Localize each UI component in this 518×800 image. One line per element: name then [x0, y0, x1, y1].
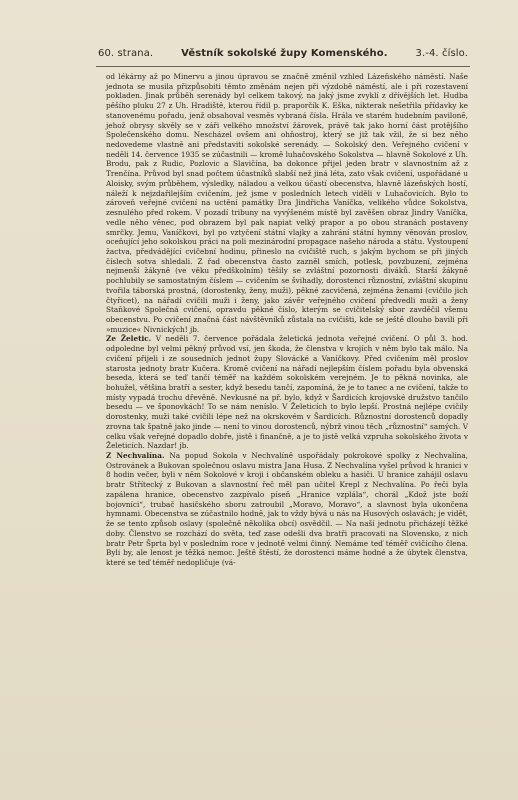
paragraph-text: od lékárny až po Minervu a jinou úpravou se značně změnil vzhled Lázeňského náměstí. Naše jednota se musila přizpůsobiti těmto změnám nejen při výzdobě náměstí, ale i při rozestavení pokladen. Jinak průběh serenády byl celkem takový, na jaký jsme zvyklí z dřívějších let. Hudba pěšího pluku 27 z Uh. Hradiště, kterou řídil p. praporčík K. Eška, nikterak nešetřila přídavky ke stanovenému pořadu, jenž obsahoval vesměs vybraná čísla. Hrála ve starém hudebním pavilonĕ, jehož obrysy skvěly se v záři velkého množství žárovek, právě tak jako horní část protějšího Společenského domu. Nescházel ovšem ani ohňostroj, který se již tak vžil, že si bez něho nedovedeme vlastně ani představiti sokolské serenády. — Sokolský den. Veřejného cvičení v neděli 14. července 1935 se zúčastnili — kromě luhačovského Sokolstva — hlavně Sokolové z Uh. Brodu, pak z Rudic, Pozlovic a Slavičína, ba dokonce přijel jeden bratr v slavnostním až z Trenčína. Průvod byl snad počtem účastníků slabší než jiná léta, zato však cvičení, uspořádané u Aloisky, svým průběhem, výsledky, náladou a velkou účastí obecenstva, hlavně lázeňských hostí, náleží k nejzdařilejším cvičením, jež jsme v posledních letech viděli v Luhačovicích. Bylo to zároveň veřejné cvičení na uctění památky Dra Jindřicha Vaníčka, velikého vůdce Sokolstva, zesnulého před rokem. V pozadí tribuny na vyvýšeném místě byl zavěšen obraz Jindry Vaníčka, vedle něho věnec, pod obrazem byl pak napiat velký prapor a po obou stranách postaveny smrčky. Jemu, Vaníčkovi, byl po vztyčení státní vlajky a zahrání státní hymny věnován proslov, oceňující jeho sokolskou práci na poli mezinárodní propagace našeho národa a státu. Vystoupení žactva, předvádějící cvičební hodinu, přineslo na cvičiště ruch, s jakým bychom se při jiných číslech sotva shledali. Z řad obecenstva často zazněl smích, potlesk, povzbuzení, zejména nejmenší žákyně (ve věku předškolním) těšily se zvláštní pozornosti diváků. Starší žákyně pochlubily se samostatným číslem — cvičením se švihadly, dorostenci různostní, zvláštní skupinu tvořila táborská prostná, (dorostenky, ženy, muži), pěkné zacvičená, zejména ženami (cvičilo jich čtyřicet), na nářadí cvičili muži i ženy, jako závěr veřejného cvičení předvedli muži a ženy Staňkové Společná cvičení, opravdu pěkné číslo, kterým se cvičitelský sbor zavděčil všemu obecenstvu. Po cvičení značná část návštěvníků zůstala na cvičišti, kde se ještě dlouho bavili při »muzice« Nivnických! jb. — [106, 72, 468, 334]
page-header — [98, 48, 468, 64]
paragraph-zeletice — [106, 334, 468, 451]
page-number: 60. strana. — [98, 48, 154, 59]
section-heading: Ze Želetic. — [106, 334, 152, 344]
issue-number: 3.-4. číslo. — [415, 48, 468, 59]
paragraph-nechvalin — [106, 451, 468, 568]
paragraph-text: Na popud Sokola v Nechvalíně uspořádaly pokrokové spolky z Nechvalína, Ostrovánek a Bukovan společnou oslavu mistra Jana Husa. Z Nechvalína vyšel průvod k hranici v 8 hodin večer, byli v něm Sokolové v kroji i občanském obleku a hasiči. U hranice zahájil oslavu bratr Střítecký z Bukovan a slavnostní řeč měl pan učitel Krepl z Nechvalína. Po řeči byla zapálena hranice, obecenstvo zazpívalo píseň „Hranice vzplála“, chorál „Kdož jste boží bojovníci“, trubač hasičského sboru zatroubil „Moravo, Moravo“, a slavnost byla ukončena hymnami. Obecenstva se zúčastnilo hodně, jak to vždy bývá u nás na Husových oslavách; je vidět, že se tento způsob oslavy (společně několika obcí) osvědčil. — Na naší jednotu přicházejí těžké doby. Členstvo se rozchází do světa, teď zase odešli dva bratři pracovati na Slovensko, z nich bratr Petr Šprta byl v posledním roce v jednotě velmi činný. Nemáme teď téměř cvičícího člena. Byli by, ale lenost je těžká nemoc. Ještě štěstí, že dorostenci máme hodné a že úbytek členstva, které se teď téměř nedopličuje (vá- — [106, 451, 468, 567]
paragraph-luhacovice — [106, 72, 468, 334]
section-heading: Z Nechvalína. — [106, 451, 165, 461]
header-rule — [96, 66, 470, 67]
article-body — [106, 72, 468, 568]
paragraph-text: V neděli 7. července pořádala želetická jednota veřejné cvičení. O půl 3. hod. odpoledne byl velmi pěkný průvod vsí, jen škoda, že členstva v krojích v něm bylo tak málo. Na cvičení přijeli i ze sousedních jednot župy Slovácké a Vaníčkovy. Před cvičením měl proslov starosta jednoty bratr Kučera. Kromě cvičení na nářadí nejlepším číslem pořadu byla obvenská beseda, která se teď tančí téměř na každém sokolském verejném. Je to pěkná novinka, ale bohužel, většina bratří a sester, když besedu tančí, zapomíná, že je to tanec a ne cvičení, takže to místy vypadá trochu dřevěně. Nevkusné na př. bylo, když v Šardicích krojovské družstvo tančilo besedu — ve šponovkách! To se nám neníslo. V Želeticích to bylo lepší. Prostná nejlépe cvičily dorostenky, muži také cvičili lépe než na okrskovém v Šardicích. Různostní dorostenců dopadly zrovna tak špatně jako jinde — není to vinou dorostenců, nýbrž vinou těch „různostní“ samých. V celku však veřejné dopadlo dobře, jistě i finančně, a je to jistě velká vzpruha sokolského života v Želeticích. Nazdar! jb. — [106, 334, 468, 451]
journal-title: Věstník sokolské župy Komenského. — [181, 48, 388, 59]
